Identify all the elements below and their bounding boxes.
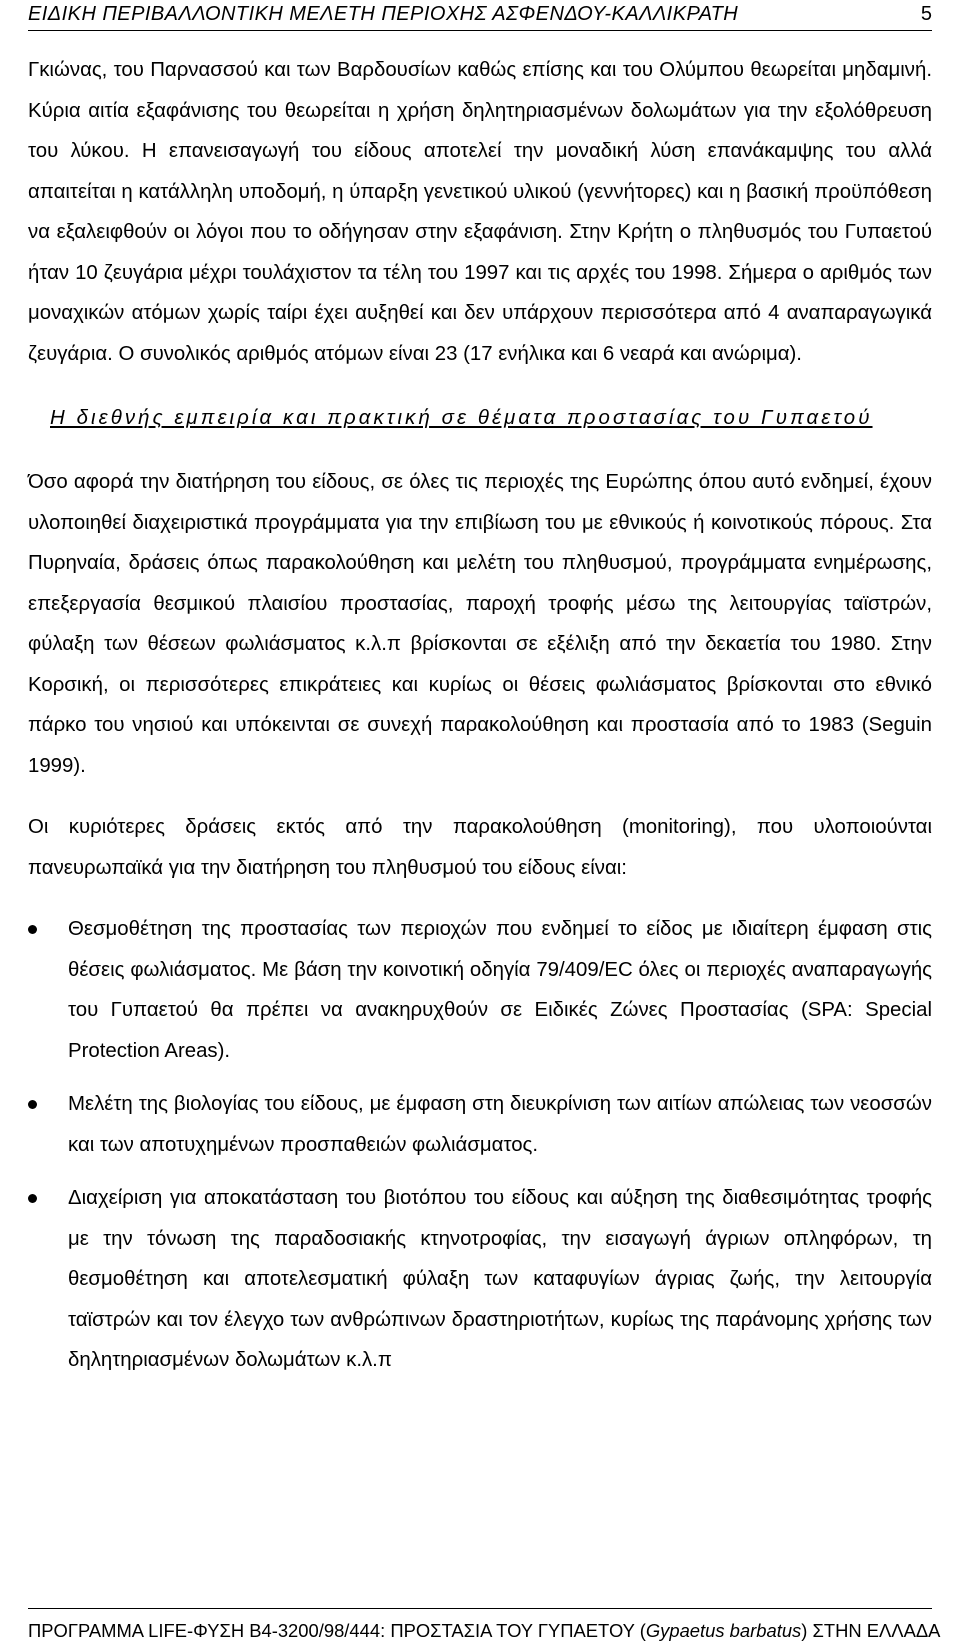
list-item-text: Διαχείριση για αποκατάσταση του βιοτόπου του είδους και αύξηση της διαθεσιμότητας τροφής με την τόνωση της παραδοσιακής κτηνοτροφίας, την εισαγωγή άγριων οπληφόρων, τη θεσμοθέτηση και αποτελεσματική φύλαξη των καταφυγίων άγριας ζωής, την λειτουργία ταϊστρών και τον έλεγχο των ανθρώπινων δραστηριοτήτων, κυρίως της παράνομης χρήσης των δηλητηριασμένων δολωμάτων κ.λ.π [68, 1187, 932, 1371]
list-item [28, 1178, 932, 1381]
footer-species: Gypaetus barbatus [645, 1620, 802, 1641]
list-item [28, 1084, 932, 1165]
paragraph-actions-intro: Οι κυριότερες δράσεις εκτός από την παρακολούθηση (monitoring), που υλοποιούνται πανευρωπαϊκά για την διατήρηση του πληθυσμού του είδους είναι: [28, 816, 932, 879]
list-item-text: Θεσμοθέτηση της προστασίας των περιοχών που ενδημεί το είδος με ιδιαίτερη έμφαση στις θέσεις φωλιάσματος. Με βάση την κοινοτική οδηγία 79/409/EC όλες οι περιοχές αναπαραγωγής του Γυπαετού θα πρέπει να ανακηρυχθούν σε Ειδικές Ζώνες Προστασίας (SPA: Special Protection Areas). [68, 918, 932, 1062]
running-footer [28, 1608, 941, 1646]
list-item-text: Μελέτη της βιολογίας του είδους, με έμφαση στη διευκρίνιση των αιτίων απώλειας των νεοσσών και των αποτυχημένων προσπαθειών φωλιάσματος. [68, 1093, 932, 1156]
footer-suffix: ) ΣΤΗΝ ΕΛΛΑΔΑ [801, 1620, 941, 1641]
paragraph-europe: Όσο αφορά την διατήρηση του είδους, σε όλες τις περιοχές της Ευρώπης όπου αυτό ενδημεί, έχουν υλοποιηθεί διαχειριστικά προγράμματα για την επιβίωση του με εθνικούς ή κοινοτικούς πόρους. Στα Πυρηναία, δράσεις όπως παρακολούθηση και μελέτη του πληθυσμού, προγράμματα ενημέρωσης, επεξεργασία θεσμικού πλαισίου προστασίας, παροχή τροφής μέσω της λειτουργίας ταϊστρών, φύλαξη των θέσεων φωλιάσματος κ.λ.π βρίσκονται σε εξέλιξη από την δεκαετία του 1980. Στην Κορσική, οι περισσότερες επικράτειες και κυρίως οι θέσεις φωλιάσματος βρίσκονται στο εθνικό πάρκο του νησιού και υπόκεινται σε συνεχή παρακολούθηση και προστασία από το 1983 (Seguin 1999). [28, 471, 932, 777]
running-header [28, 2, 932, 31]
list-item [28, 909, 932, 1071]
bullet-icon [28, 925, 37, 934]
header-title: ΕΙΔΙΚΗ ΠΕΡΙΒΑΛΛΟΝΤΙΚΗ ΜΕΛΕΤΗ ΠΕΡΙΟΧΗΣ ΑΣΦΕΝΔΟΥ-ΚΑΛΛΙΚΡΑΤΗ [28, 3, 739, 25]
bullet-icon [28, 1100, 37, 1109]
actions-list [28, 909, 932, 1381]
section-heading: Η διεθνής εμπειρία και πρακτική σε θέματα προστασίας του Γυπαετού [50, 407, 873, 429]
paragraph-intro: Γκιώνας, του Παρνασσού και των Βαρδουσίων καθώς επίσης και του Ολύμπου θεωρείται μηδαμινή. Κύρια αιτία εξαφάνισης του θεωρείται η χρήση δηλητηριασμένων δολωμάτων για την εξολόθρευση του λύκου. Η επανεισαγωγή του είδους αποτελεί την μοναδική λύση επανάκαμψης του αλλά απαιτείται η κατάλληλη υποδομή, η ύπαρξη γενετικού υλικού (γεννήτορες) και η βασική προϋπόθεση να εξαλειφθούν οι λόγοι που το οδήγησαν στην εξαφάνιση. Στην Κρήτη ο πληθυσμός του Γυπαετού ήταν 10 ζευγάρια μέχρι τουλάχιστον τα τέλη του 1997 και τις αρχές του 1998. Σήμερα ο αριθμός των μοναχικών ατόμων χωρίς ταίρι έχει αυξηθεί και δεν υπάρχουν περισσότερα από 4 αναπαραγωγικά ζευγάρια. Ο συνολικός αριθμός ατόμων είναι 23 (17 ενήλικα και 6 νεαρά και ανώριμα). [28, 59, 932, 365]
page-number: 5 [920, 3, 932, 25]
footer-prefix: ΠΡΟΓΡΑΜΜΑ LIFE-ΦΥΣΗ B4-3200/98/444: ΠΡΟΣΤΑΣΙΑ ΤΟΥ ΓΥΠΑΕΤΟΥ ( [28, 1620, 646, 1641]
document-body [28, 50, 932, 1381]
footer-text [28, 1620, 940, 1642]
bullet-icon [28, 1194, 37, 1203]
